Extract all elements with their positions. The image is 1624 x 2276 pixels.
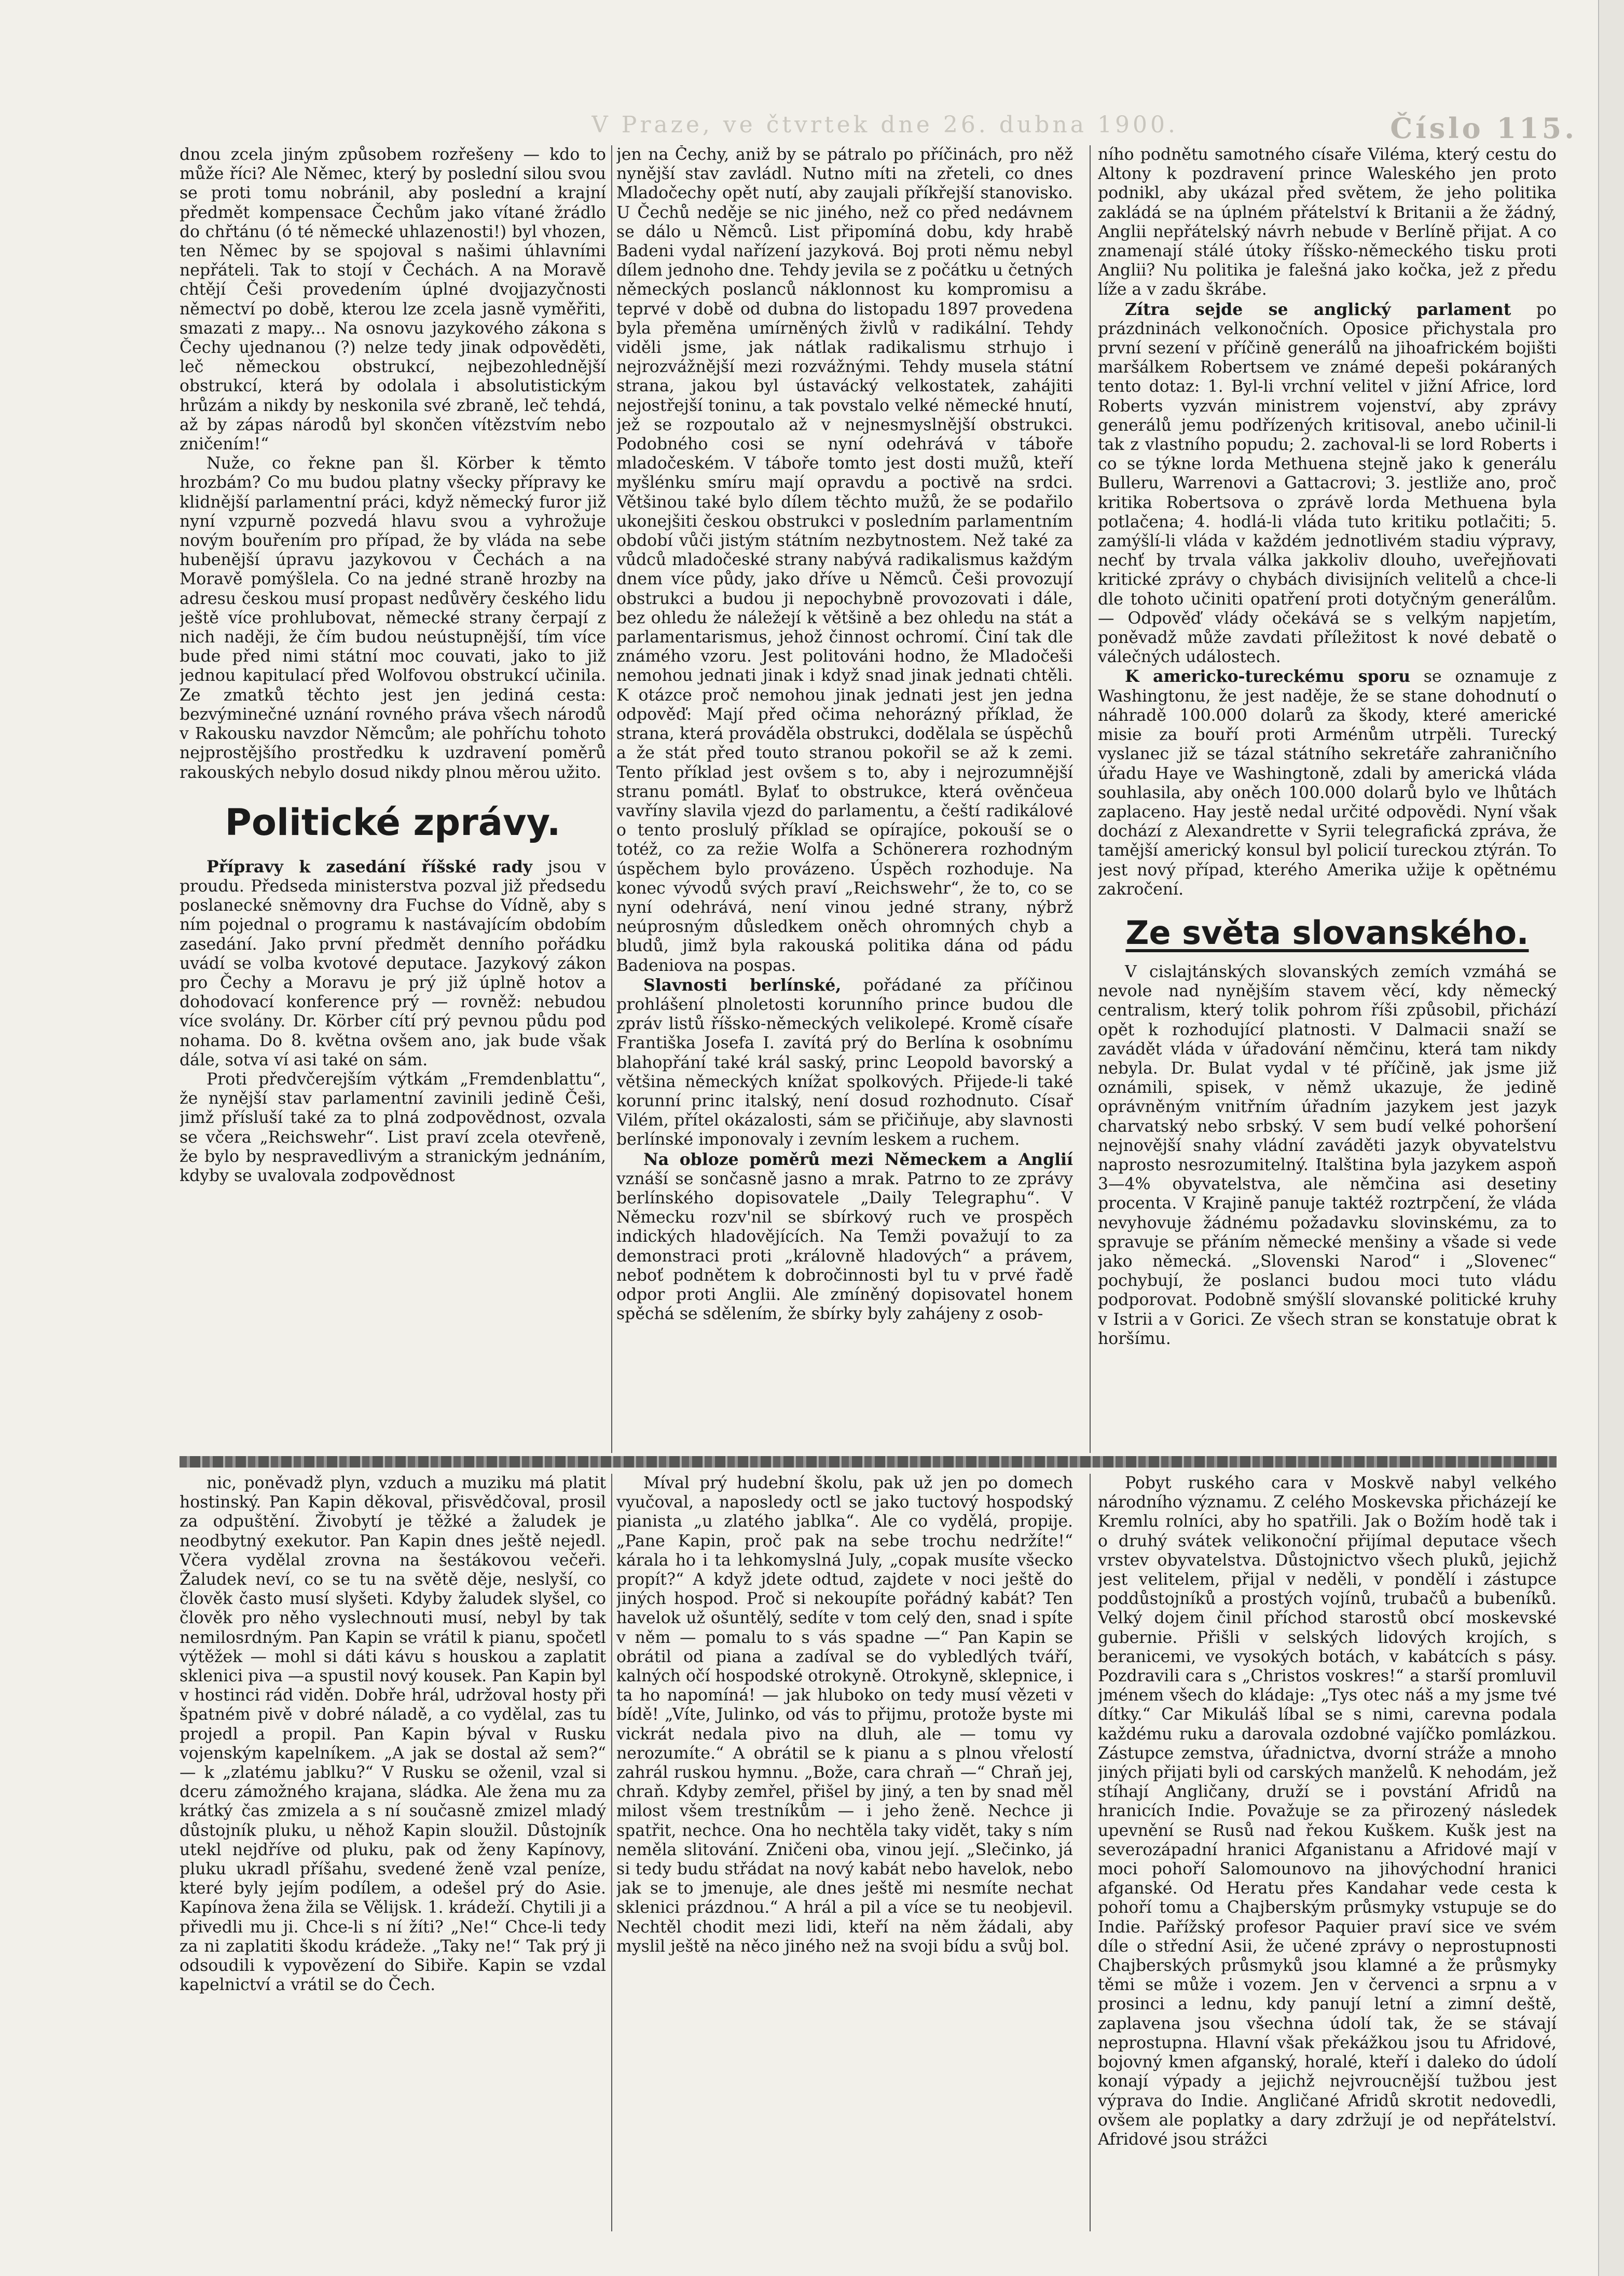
paragraph (616, 1150, 1073, 1324)
issue-number: Číslo 115. (1390, 112, 1577, 143)
paragraph: V cislajtánských slovanských zemích vzmáhá se nevole nad nynějším stavem věcí, kdy německý centralism, který tolik pohrom říši způsobil, přichází opět k rozhodující platnosti. V Dalmacii snaží se zavádět vláda v úřadování němčinu, která tam nikdy nebyla. Dr. Bulat vydal v té příčině, jak jsme již oznámili, spisek, v němž ukazuje, že jedině oprávněným vnitřním úřadním jazykem jest jazyk charvatský nebo srbský. V sem budí velké pohoršení nejnovější snahy vládní zaváděti jazyk obyvatelstvu naprosto nesrozumitelný. Italština byla jazykem aspoň 3—4% obyvatelstva, ale němčina asi desetiny procenta. V Krajině panuje taktéž roztrpčení, že vláda nevyhovuje žádnému požadavku slovinskému, za to spravuje se přáním německé menšiny a všade si vede jako německá. „Slovenski Narod“ i „Slovenec“ pochybují, že poslanci budou moci tuto vládu podporovat. Podobně smýšlí slovanské politické kruhy v Istrii a v Gorici. Ze všech stran se konstatuje obrat k horšímu. (1098, 962, 1557, 1348)
paragraph (1098, 667, 1557, 899)
paragraph: nic, poněvadž plyn, vzduch a muziku má platit hostinský. Pan Kapin děkoval, přisvědčoval, prosil za odpuštění. Živobytí je těžké a žaludek je neodbytný exekutor. Pan Kapin dnes ještě nejedl. Včera vydělal zrovna na šestákovou večeři. Žaludek neví, co se tu na světě děje, neslyší, co člověk často musí slyšeti. Kdyby žaludek slyšel, co člověk pro něho vyslechnouti musí, nebyl by tak nemilosrdným. Pan Kapin se vrátil k pianu, spočetl výtěžek — mohl si dáti kávu s houskou a zaplatit sklenici piva —a spustil nový kousek. Pan Kapin byl v hostinci rád viděn. Dobře hrál, udržoval hosty při špatném pivě v dobré náladě, a co vydělal, zas tu projedl a propil. Pan Kapin býval v Rusku vojenským kapelníkem. „A jak se dostal až sem?“ — k „zlatému jablku?“ V Rusku se oženil, vzal si dceru zámožného krajana, sládka. Ale žena mu za krátký čas zmizela a s ní současně zmizel mladý důstojník pluku, u něhož Kapin sloužil. Důstojník utekl nejdříve od pluku, pak od ženy Kapínovy, pluku ukradl příšahu, svedené ženě vzal peníze, které byly jejím podílem, a odešel prý do Asie. Kapínova žena žila se Vělijsk. 1. krádeží. Chytili ji a přivedli mu ji. Chce-li s ní žíti? „Ne!“ Chce-li tedy za ni zaplatiti škodu krádeže. „Taky ne!“ Tak prý ji odsoudili k vypovězení do Sibiře. Kapin se vzdal kapelnictví a vrátil se do Čech. (180, 1474, 606, 1995)
paragraph: Nuže, co řekne pan šl. Körber k těmto hrozbám? Co mu budou platny všecky přípravy ke klidnější parlamentní práci, když německý furor již nyní vzpurně pozvedá hlavu svou a vyhrožuje novým bouřením pro případ, že by vláda na sebe hubenější úpravu jazykovou v Čechách a na Moravě pomýšlela. Co na jedné straně hrozby na adresu českou musí propast nedůvěry českého lidu ještě více prohlubovat, německé strany čerpají z nich naději, že čím budou neústupnější, tím více bude před nimi státní moc couvati, jako to již jednou kapitulací před Wolfovou obstrukcí učinila. Ze zmatků těchto jest jen jediná cesta: bezvýminečné uznání rovného práva všech národů v Rakousku navzdor Němcům; ale pohříchu tohoto nejprostějšího prostředku k uzdravení poměrů rakouských nebylo dosud nikdy plnou měrou užito. (180, 454, 606, 782)
page-edge (1598, 0, 1624, 2276)
column-2 (616, 145, 1073, 1453)
header-date: V Praze, ve čtvrtek dne 26. dubna 1900. (591, 112, 1178, 138)
column-rule (611, 1474, 612, 2231)
feuilleton-column-1 (180, 1474, 606, 2231)
paragraph: Míval prý hudební školu, pak už jen po domech vyučoval, a naposledy octl se jako tuctový hospodský pianista „u zlatého jablka“. Ale co vydělá, propije. „Pane Kapin, proč pak na sebe trochu nedržíte!“ kárala ho i ta lehkomyslná July, „copak musíte všecko propít?“ A když jdete odtud, zajdete v noci ještě do jiných hospod. Proč si nekoupíte pořádný kabát? Ten havelok už ošuntělý, sedíte v tom celý den, snad i spíte v něm — pomalu to s vás spadne —“ Pan Kapin se obrátil od piana a zadíval se do vybledlých tváří, kalných očí hospodské otrokyně. Otrokyně, sklepnice, i ta ho napomíná! — jak hluboko on tedy musí vězeti v bídě! „Víte, Julinko, od vás to přijmu, protože byste mi vickrát nedala pivo na dluh, ale — tomu vy nerozumíte.“ A obrátil se k pianu a s plnou vřelostí zahrál ruskou hymnu. „Bože, cara chraň —“ Chraň jej, chraň. Kdyby zemřel, přišel by jiný, a ten by snad měl milost všem trestníkům — i jeho ženě. Nechce ji spatřit, nechce. Ona ho nechtěla taky vidět, taky s ním neměla slitování. Zničeni oba, vinou její. „Slečinko, já si tedy budu střádat na nový kabát nebo havelok, nebo jak se to jmenuje, ale dnes ještě mi nesmíte nechat sklenici prázdnou.“ A hrál a pil a více se tu neobjevil. Nechtěl chodit mezi lidi, kteří na něm žádali, aby myslil ještě na něco jiného než na svoji bídu a svůj bol. (616, 1474, 1073, 1956)
column-rule (1090, 1474, 1091, 2231)
paragraph (180, 857, 606, 1070)
feuilleton-column-2 (616, 1474, 1073, 2231)
column-1 (180, 145, 606, 1453)
lead-phrase: Zítra sejde se anglický parlament (1125, 299, 1511, 319)
paragraph-text: se oznamuje z Washingtonu, že jest naděje, že se stane dohodnutí o náhradě 100.000 dolarů za škody, které americké misie za bouří proti Arménům utrpěli. Turecký vyslanec již se tázal státního sekretáře zahraničního úřadu Haye ve Washingtoně, zdali by americká vláda souhlasila, aby oněch 100.000 dolarů bylo ve lhůtách zaplaceno. Hay jestě nedal určité odpovědi. Nyní však dochází z Alexandrette v Syrii telegrafická zpráva, že tamější americký konsul byl policií tureckou ztýrán. To jest nový případ, kterého Amerika užije k opětnému zakročení. (1098, 667, 1557, 899)
paragraph: dnou zcela jiným způsobem rozřešeny — kdo to může říci? Ale Němec, který by poslední silou svou se proti tomu nobránil, aby poslední a krajní předmět kompensace Čechům jako vítané žrádlo do chřtánu (ó té německé uhlazenosti!) byl vhozen, ten Němec by se spojoval s našimi úhlavními nepřáteli. Tak to stojí v Čechách. A na Moravě chtějí Češi provedením úplné dvojjazyčnosti němectví po době, kterou lze zcela jasně vyměřiti, smazati z mapy... Na osnovu jazykového zákona s Čechy ujednanou (?) nelze tedy jinak odpověděti, leč německou obstrukcí, nejbezohlednější obstrukcí, která by odolala i absolutistickým hrůzám a nikdy by neskonila své zbraně, leč tehdá, až by zápas národů byl skončen vítězstvím nebo zničením!“ (180, 145, 606, 454)
paragraph (1098, 300, 1557, 667)
paragraph: ního podnětu samotného císaře Viléma, který cestu do Altony k pozdravení prince Waleského jen proto podnikl, aby ukázal před světem, že jeho politika zakládá se na úplném přátelství k Britanii a že žádný, Anglii nepřátelský návrh nebude v Berlíně přijat. A co znamenají stálé útoky říšsko-německého tisku proti Anglii? Nu politika je falešná jako kočka, jež z předu líže a v zadu škrábe. (1098, 145, 1557, 299)
paragraph: Pobyt ruského cara v Moskvě nabyl velkého národního významu. Z celého Moskevska přicházejí ke Kremlu rolníci, aby ho spatřili. Jak o Božím hodě tak i o druhý svátek velikonoční přijímal deputace všech vrstev obyvatelstva. Důstojnictvo všech pluků, jejichž jest velitelem, přijal v neděli, v pondělí i zástupce poddůstojníků a prostých vojínů, trubačů a bubeníků. Velký dojem činil příchod starostů obcí moskevské gubernie. Přišli v selských lidových krojích, s beranicemi, ve vysokých botách, v kabátcích s pásy. Pozdravili cara s „Christos voskres!“ a starší promluvil jménem všech do kládaje: „Tys otec náš a my jsme tvé dítky.“ Car Mikuláš líbal se s nimi, carevna podala každému ruku a darovala ozdobné vajíčko pomlázkou. Zástupce zemstva, úřadnictva, dvorní stráže a mnoho jiných přijati byli od carských manželů. K nehodám, jež stíhají Angličany, druží se i povstání Afridů na hranicích Indie. Považuje se za přirozený následek upevnění se Rusů nad řekou Kuškem. Kušk jest na severozápadní hranici Afganistanu a Afridové mají v moci pohoří Salomounovo na jihovýchodní hranici afganské. Od Heratu přes Kandahar vede cesta k pohoří tomu a Chajberským průsmyky vstupuje se do Indie. Pařížský profesor Paquier praví sice ve svém díle o střední Asii, že učené zprávy o neprostupnosti Chajberských průsmyků jsou klamné a že průsmyky těmi se může i vozem. Jen v červenci a srpnu a v prosinci a lednu, kdy panují letní a zimní deště, zaplavena jsou všechna údolí tak, že se stávají neprostupna. Hlavní však překážkou jsou tu Afridové, bojovný kmen afganský, horalé, kteří i daleko do údolí konají výpady a jejichž nejvroucnější tužbou jest výprava do Indie. Angličané Afridů skrotit nedovedli, ovšem ale poplatky a dary zdržují je od nepřátelství. Afridové jsou strážci (1098, 1474, 1557, 2149)
lead-phrase: Přípravy k zasedání říšské rady (207, 857, 533, 876)
feuilleton-column-3 (1098, 1474, 1557, 2231)
paragraph-text: pořádané za příčinou prohlášení plnoletosti korunního prince budou dle zpráv listů říšsko-německých velikolepé. Kromě císaře Františka Josefa I. zavítá prý do Berlína k osobnímu blahopřání také král saský, princ Leopold bavorský a většina německých knížat spolkových. Přijede-li také korunní princ italský, není dosud rozhodnuto. Císař Vilém, přítel okázalosti, sám se přičiňuje, aby slavnosti berlínské imponovaly i zevním leskem a ruchem. (616, 976, 1073, 1149)
paragraph-text: vznáší se sončasně jasno a mrak. Patrno to ze zprávy berlínského dopisovatele „Daily Telegraphu“. V Německu rozv'nil se sbírkový ruch ve prospěch indických hladovějících. Na Temži považují to za demonstraci proti „královně hladových“ a právem, neboť podnětem k dobročinnosti byl tu v prvé řadě odpor proti Anglii. Ale zmíněný dopisovatel honem spěchá se sdělením, že sbírky byly zahájeny z osob- (616, 1169, 1073, 1324)
lead-phrase: Na obloze poměrů mezi Německem a Anglií (643, 1149, 1073, 1169)
paragraph: Proti předvčerejším výtkám „Fremdenblattu“, že nynější stav parlamentní zavinili jedině Češi, jimž přísluší také za to plná zodpovědnost, ozvala se včera „Reichswehr“. List praví zcela otevřeně, že bylo by nespravedlivým a stranickým jednáním, kdyby se uvalovala zodpovědnost (180, 1070, 606, 1185)
paragraph: jen na Čechy, aniž by se pátralo po příčinách, pro něž nynější stav zavládl. Nutno míti na zřeteli, co dnes Mladočechy opět nutí, aby zaujali příkřejší stanovisko. U Čechů neděje se nic jiného, než co před nedávnem se dálo u Němců. List připomíná dobu, kdy hrabě Badeni vydal nařízení jazyková. Boj proti němu nebyl dílem jednoho dne. Tehdy jevila se z počátku u četných německých poslanců náklonnost ku kompromisu a teprvé v době od dubna do listopadu 1897 provedena byla přeměna umírněných živlů v radikální. Tehdy viděli jsme, jak nátlak radikalismu strhujo i nejrozvážnější mezi rozvážnými. Tehdy musela státní strana, jakou byl ústavácký velkostatek, zahájiti nejostřejší toninu, a tak povstalo velké německé hnutí, jež se rozpoutalo až v nejnesmyslnější obstrukci. Podobného cosi se nyní odehrává v táboře mladočeském. V táboře tomto jest dosti mužů, kteří myšlénku smíru mají opravdu a poctivě na srdci. Většinou také bylo dílem těchto mužů, že se podařilo ukonejšiti českou obstrukci v posledním parlamentním období vůči jistým státním nezbytnostem. Než také za vůdců mladočeské strany nabývá radikalismus každým dnem více půdy, jako dříve u Němců. Češi provozují obstrukci a budou ji nepochybně provozovati i dále, bez ohledu že náležejí k většině a bez ohledu na stát a parlamentarismus, jehož činnost ochromí. Činí tak dle známého vzoru. Jest politováni hodno, že Mladočeši nemohou jednati jinak i když snad jinak jednati chtěli. K otázce proč nemohou jinak jednati jest jen jedna odpověď: Mají před očima nehorázný příklad, že strana, která prováděla obstrukci, dodělala se úspěchů a že stát před touto stranou pokořil se až k zemi. Tento příklad jest ovšem s to, aby i nejrozumnější stranu pomátl. Bylať to obstrukce, která ověnčeua vavříny slavila vjezd do parlamentu, a čeští radikálové o tento proslulý příklad se opírajíce, pokouší se o totéž, co za režie Wolfa a Schönerera rozhodným úspěchem bylo provázeno. Úspěch rozhoduje. Na konec vývodů svých praví „Reichswehr“, že to, co se nyní odehrává, není vinou jedné strany, nýbrž neúprosným důsledkem oněch ohromných chyb a bludů, jimž byla rakouská politika dána od pádu Badeniova na pospas. (616, 145, 1073, 975)
section-title-politicke-zpravy: Politické zprávy. (225, 801, 561, 844)
column-rule (611, 145, 612, 1453)
lead-phrase: K americko-tureckému sporu (1125, 667, 1410, 687)
paragraph (616, 976, 1073, 1150)
column-rule (1090, 145, 1091, 1453)
feuilleton-separator (180, 1456, 1557, 1468)
lead-phrase: Slavnosti berlínské, (643, 975, 842, 995)
section-title-ze-sveta-slovanskeho: Ze světa slovanského. (1125, 913, 1529, 952)
header-bleedthrough (591, 112, 1588, 143)
column-3 (1098, 145, 1557, 1453)
paragraph-text: jsou v proudu. Předseda ministerstva pozval již předsedu poslanecké sněmovny dra Fuchse do Vídně, aby s ním pojednal o programu k nastávajícím obdobím zasedání. Jako první předmět denního pořádku uvádí se volba kvotové deputace. Jazykový zákon pro Čechy a Moravu je prý již úplně hotov a dohodovací konference prý — rovněž: nebudou více svolány. Dr. Körber cítí prý pevnou půdu pod nohama. Do 8. května ovšem ano, jak bude však dále, sotva ví asi také on sám. (180, 857, 606, 1070)
paragraph-text: po prázdninách velkonočních. Oposice přichystala pro první sezení v příčině generálů na jihoafrickém bojišti maršálkem Robertsem ve známé depeši pokáraných tento dotaz: 1. Byl-li vrchní velitel v jižní Africe, lord Roberts vyzván ministrem vojenství, aby zprávy generálů jemu podřízených kritisoval, anebo učinil-li tak z vlastního popudu; 2. zachoval-li se lord Roberts i co se týkne lorda Methuena stejně jako k generálu Bulleru, Warrenovi a Gattacrovi; 3. jestliže ano, proč kritika Robertsova o zprávě lorda Methuena byla potlačena; 4. hodlá-li vláda tuto kritiku potlačiti; 5. zamýšlí-li vláda v každém jednotlivém stadiu výpravy, nechť by trvala válka jakkoliv dlouho, uveřejňovati kritické zprávy o chybách divisijních velitelů a chce-li dle tohoto učiniti opatření proti dotyčným generálům. — Odpověď vlády očekává se s velkým napjetím, poněvadž může zavdati příležitost k nové debatě o válečných událostech. (1098, 300, 1557, 667)
